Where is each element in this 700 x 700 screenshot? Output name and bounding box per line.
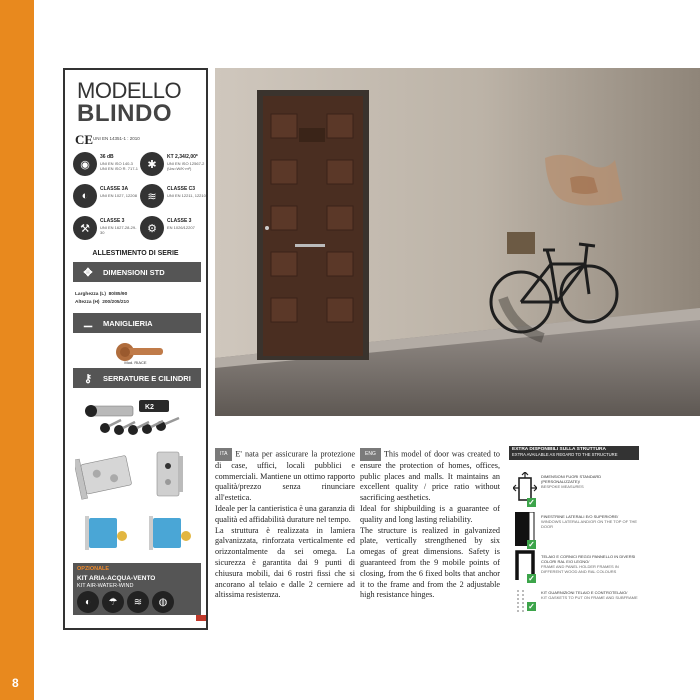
locks-bar: ⚷ SERRATURE E CILINDRI <box>73 368 201 388</box>
red-accent <box>196 615 208 621</box>
check-icon: ✓ <box>528 602 535 611</box>
optional-title: KIT ARIA-ACQUA-VENTO <box>77 575 156 582</box>
height-line: Altezza (H) 200/205/210 <box>75 300 129 305</box>
feature-lock-class: ⚙ CLASSE 3 EN 1026/12207 <box>140 216 204 244</box>
handle-model: Mod. RIACE <box>124 360 147 365</box>
extras-header: EXTRA DISPONIBILI SULLA STRUTTURA EXTRA AVAILABLE AS REGARD TO THE STRUCTURE <box>509 446 639 460</box>
language-tag-ita: ITA <box>215 448 232 461</box>
check-icon: ✓ <box>528 540 535 549</box>
key-brand: K2 <box>145 404 154 411</box>
italian-description: ITA E' nata per assicurare la protezione di case, uffici, locali pubblici e commerciali. Mantiene un ottimo rapporto qualità/prezzo senza rinunciare all'estetica. Ideale per la cantieristica è una garanzia di qualità ed affidabilità durature nel tempo. La struttura è realizzata in lamiera galvanizzata, rinforzata verticalmente ed orizzontalmente da sei omega. La sicurezza è garantita dai 9 punti di chiusura mobili, dai 6 rostri fissi che si ancorano al telaio e dalle 2 cerniere ad altissima resistenza. <box>215 449 355 600</box>
english-description: ENG This model of door was created to ensure the protection of homes, offices, public places and malls. It maintains an excellent quality / price ratio without sacrificing aesthetics. Ideal for shipbuilding is a guarantee of quality and long lasting reliability. The structure is realized in galvanized plate, vertically strengthened by six omegas of great dimensions. Safety is guaranteed from the 9 mobile points of closing, from the 6 fixed bolts that anchor it to the frame and from the 2 adjustable high resistance hinges. <box>360 449 500 600</box>
wind-icon: ≋ <box>127 591 149 613</box>
check-icon: ✓ <box>528 574 535 583</box>
ce-mark-icon: CE <box>75 132 94 147</box>
model-name: BLINDO <box>77 100 172 127</box>
model-label: MODELLO <box>77 78 182 103</box>
key-icon: ⚷ <box>83 372 93 385</box>
door-photo <box>215 68 700 416</box>
width-line: Larghezza (L) 80/85/90 <box>75 292 128 297</box>
extras-panel <box>509 446 639 616</box>
feature-burglar: ⚒ CLASSE 3 UNI EN 1627-28-29-30 <box>73 216 137 244</box>
dimensions-bar: ✥ DIMENSIONI STD <box>73 262 201 282</box>
handle-icon: ⚊ <box>83 317 93 330</box>
feature-air: ◐ CLASSE 3A UNI EN 1027, 12208 <box>73 184 137 212</box>
check-icon: ✓ <box>528 498 535 507</box>
standard-title: ALLESTIMENTO DI SERIE <box>92 250 179 257</box>
burglar-icon: ⚒ <box>73 216 97 240</box>
extra-item-bespoke: ✓ DIMENSIONI FUORI STANDARD (PERSONALIZZATE)/ BESPOKE MEASURES <box>509 470 639 510</box>
optional-tag: OPZIONALE <box>77 566 110 572</box>
lock-class-icon: ⚙ <box>140 216 164 240</box>
ce-norm: UNI EN 14351-1 : 2010 <box>93 136 140 141</box>
blue-locks-image <box>75 510 199 556</box>
optional-kit-panel <box>73 563 201 615</box>
extra-item-windows: ✓ FINESTRINE LATERALI E/O SUPERIORE/ WINDOWS LATERAL AND/OR ON THE TOP OF THE DOOR <box>509 510 639 550</box>
page-number: 8 <box>12 676 19 690</box>
feature-acoustic: ◉ 36 dB UNI EN ISO 140-3 UNI EN ISO R. 717-1 <box>73 152 137 180</box>
optional-subtitle: KIT AIR-WATER-WIND <box>77 583 134 589</box>
extra-item-frames: ✓ TELAIO E CORNICI REGGI PANNELLO IN DIVERSI COLORI RAL E/O LEGNO/ FRAME AND PANEL HOLDER FRAMES IN DIFFERENT WOOD AND RAL COLOURS <box>509 550 639 586</box>
feature-wind: ≋ CLASSE C3 UNI EN 12211, 12210 <box>140 184 204 212</box>
dimensions-icon: ✥ <box>83 266 93 279</box>
language-tag-eng: ENG <box>360 448 381 461</box>
acoustic-icon: ◉ <box>73 152 97 176</box>
air-icon: ◐ <box>77 591 99 613</box>
handles-bar: ⚊ MANIGLIERIA <box>73 313 201 333</box>
side-accent-bar <box>0 0 34 700</box>
feature-thermal: ✱ KT 2,34/2,00* UNI EN ISO 12567-2 (Uw=W/K·m²) <box>140 152 204 180</box>
wind-icon: ≋ <box>140 184 164 208</box>
lock-mechanisms-image <box>75 448 199 500</box>
cylinder-keys-image <box>75 392 199 442</box>
extra-item-gaskets: ✓ KIT GUARNIZIONI TELAIO E CONTROTELAIO/ KIT GASKETS TO PUT ON FRAME AND SUBFRAME <box>509 586 639 616</box>
seal-icon: ◍ <box>152 591 174 613</box>
product-card <box>63 68 208 630</box>
water-icon: ☂ <box>102 591 124 613</box>
air-icon: ◐ <box>73 184 97 208</box>
thermal-icon: ✱ <box>140 152 164 176</box>
